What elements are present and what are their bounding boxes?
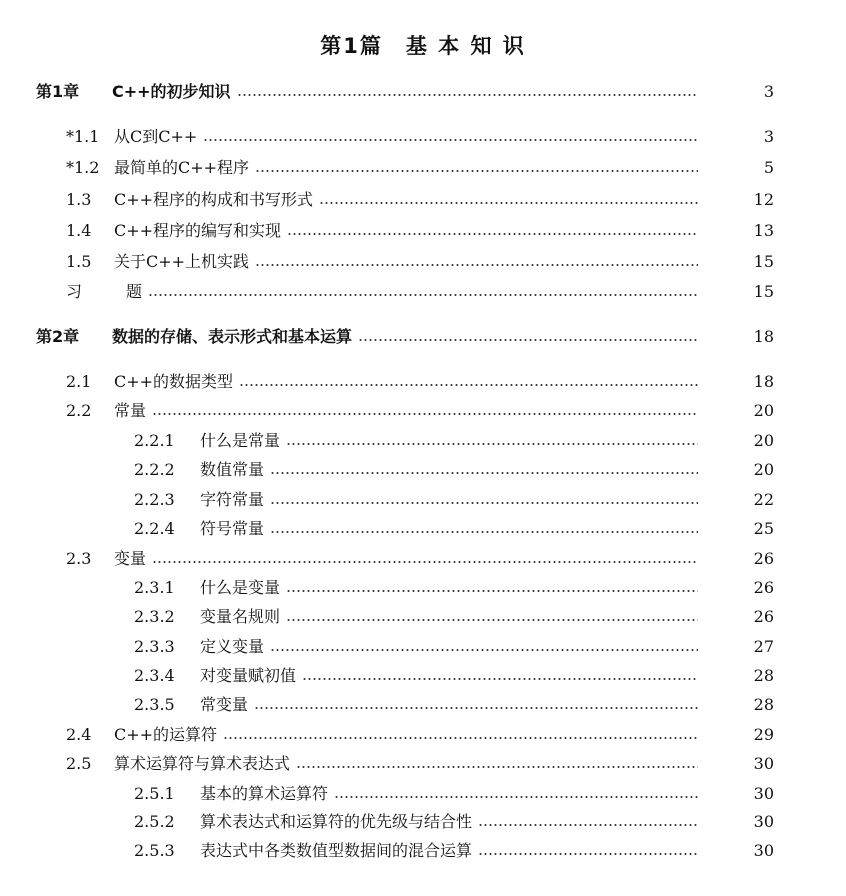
entry-number: 第2章 — [36, 327, 80, 346]
entry-title: 基本的算术运算符 — [200, 784, 329, 803]
page-number: 15 — [753, 252, 774, 271]
entry-number: 第1章 — [36, 82, 80, 101]
entry-number: 2.3.3 — [134, 637, 175, 656]
entry-number: 2.2 — [66, 401, 92, 420]
entry-number: 2.5.2 — [134, 812, 175, 831]
section-entry — [0, 279, 846, 305]
entry-title: C++的初步知识 — [112, 82, 231, 101]
entry-title: 算术运算符与算术表达式 — [114, 754, 291, 773]
page-number: 30 — [753, 812, 774, 831]
dot-leader — [270, 502, 698, 504]
entry-title: 定义变量 — [200, 637, 265, 656]
dot-leader — [255, 170, 698, 172]
entry-title: 算术表达式和运算符的优先级与结合性 — [200, 812, 473, 831]
entry-title: 变量名规则 — [200, 607, 281, 626]
entry-title: 常变量 — [200, 695, 249, 714]
dot-leader — [270, 472, 698, 474]
section-entry — [0, 751, 846, 777]
page-number: 30 — [753, 754, 774, 773]
entry-number: 2.4 — [66, 725, 92, 744]
entry-number: 2.1 — [66, 372, 92, 391]
page-number: 3 — [763, 82, 774, 101]
subsection-entry — [0, 692, 846, 718]
subsection-entry — [0, 781, 846, 807]
chapter-entry — [0, 324, 846, 350]
section-entry — [0, 546, 846, 572]
subsection-entry — [0, 838, 846, 864]
entry-title: 表达式中各类数值型数据间的混合运算 — [200, 841, 473, 860]
entry-number: 1.5 — [66, 252, 92, 271]
dot-leader — [255, 264, 698, 266]
subsection-entry — [0, 457, 846, 483]
entry-title: 什么是常量 — [200, 431, 281, 450]
entry-number: 2.5.1 — [134, 784, 175, 803]
entry-number: 2.3.5 — [134, 695, 175, 714]
dot-leader — [287, 233, 698, 235]
section-entry — [0, 187, 846, 213]
entry-number: *1.2 — [66, 158, 100, 177]
page-number: 30 — [753, 784, 774, 803]
subsection-entry — [0, 428, 846, 454]
page-number: 12 — [753, 190, 774, 209]
entry-title: 从C到C++ — [114, 127, 198, 146]
entry-number: 2.5.3 — [134, 841, 175, 860]
page-number: 26 — [753, 607, 774, 626]
section-entry — [0, 249, 846, 275]
entry-title: 数据的存储、表示形式和基本运算 — [112, 327, 353, 346]
entry-title: C++的运算符 — [114, 725, 218, 744]
subsection-entry — [0, 487, 846, 513]
dot-leader — [239, 384, 698, 386]
page-number: 26 — [753, 578, 774, 597]
entry-title: C++程序的构成和书写形式 — [114, 190, 314, 209]
subsection-entry — [0, 634, 846, 660]
entry-number: 2.3.2 — [134, 607, 175, 626]
entry-title: 常量 — [114, 401, 147, 420]
page-number: 5 — [763, 158, 774, 177]
page-number: 25 — [753, 519, 774, 538]
subsection-entry — [0, 516, 846, 542]
dot-leader — [334, 796, 698, 798]
dot-leader — [358, 339, 698, 341]
dot-leader — [270, 531, 698, 533]
page-number: 18 — [753, 327, 774, 346]
entry-title: 关于C++上机实践 — [114, 252, 250, 271]
entry-title: 符号常量 — [200, 519, 265, 538]
dot-leader — [254, 707, 698, 709]
subsection-entry — [0, 809, 846, 835]
entry-title: 变量 — [114, 549, 147, 568]
entry-title: 什么是变量 — [200, 578, 281, 597]
subsection-entry — [0, 663, 846, 689]
page-number: 29 — [753, 725, 774, 744]
page-number: 27 — [753, 637, 774, 656]
dot-leader — [286, 443, 698, 445]
dot-leader — [152, 413, 698, 415]
entry-title: 字符常量 — [200, 490, 265, 509]
dot-leader — [237, 94, 698, 96]
dot-leader — [203, 139, 698, 141]
entry-number: 2.3 — [66, 549, 92, 568]
dot-leader — [319, 202, 698, 204]
entry-number: 1.4 — [66, 221, 92, 240]
subsection-entry — [0, 604, 846, 630]
dot-leader — [478, 853, 698, 855]
entry-title: 数值常量 — [200, 460, 265, 479]
entry-title: C++程序的编写和实现 — [114, 221, 282, 240]
entry-title: C++的数据类型 — [114, 372, 234, 391]
dot-leader — [296, 766, 698, 768]
page-number: 26 — [753, 549, 774, 568]
section-entry — [0, 722, 846, 748]
entry-number: *1.1 — [66, 127, 100, 146]
entry-number: 2.2.2 — [134, 460, 175, 479]
dot-leader — [223, 737, 698, 739]
page-number: 20 — [753, 431, 774, 450]
dot-leader — [148, 294, 698, 296]
dot-leader — [152, 561, 698, 563]
section-entry — [0, 155, 846, 181]
page-number: 13 — [753, 221, 774, 240]
entry-number: 2.5 — [66, 754, 92, 773]
section-entry — [0, 218, 846, 244]
section-entry — [0, 398, 846, 424]
subsection-entry — [0, 575, 846, 601]
page-number: 30 — [753, 841, 774, 860]
page-number: 28 — [753, 666, 774, 685]
dot-leader — [286, 590, 698, 592]
dot-leader — [478, 824, 698, 826]
page-number: 18 — [753, 372, 774, 391]
part-title: 第1篇 基 本 知 识 — [320, 34, 526, 58]
dot-leader — [302, 678, 698, 680]
section-entry — [0, 369, 846, 395]
entry-number: 2.2.4 — [134, 519, 175, 538]
page-number: 20 — [753, 460, 774, 479]
page-number: 28 — [753, 695, 774, 714]
chapter-entry — [0, 79, 846, 105]
entry-number: 1.3 — [66, 190, 92, 209]
dot-leader — [286, 619, 698, 621]
entry-title: 题 — [126, 282, 143, 301]
entry-title: 最简单的C++程序 — [114, 158, 250, 177]
entry-number: 2.3.4 — [134, 666, 175, 685]
entry-number: 习 — [66, 282, 83, 301]
entry-number: 2.2.1 — [134, 431, 175, 450]
section-entry — [0, 124, 846, 150]
page-number: 22 — [753, 490, 774, 509]
page-number: 15 — [753, 282, 774, 301]
entry-number: 2.3.1 — [134, 578, 175, 597]
page-number: 20 — [753, 401, 774, 420]
entry-number: 2.2.3 — [134, 490, 175, 509]
dot-leader — [270, 649, 698, 651]
entry-title: 对变量赋初值 — [200, 666, 297, 685]
page-number: 3 — [763, 127, 774, 146]
